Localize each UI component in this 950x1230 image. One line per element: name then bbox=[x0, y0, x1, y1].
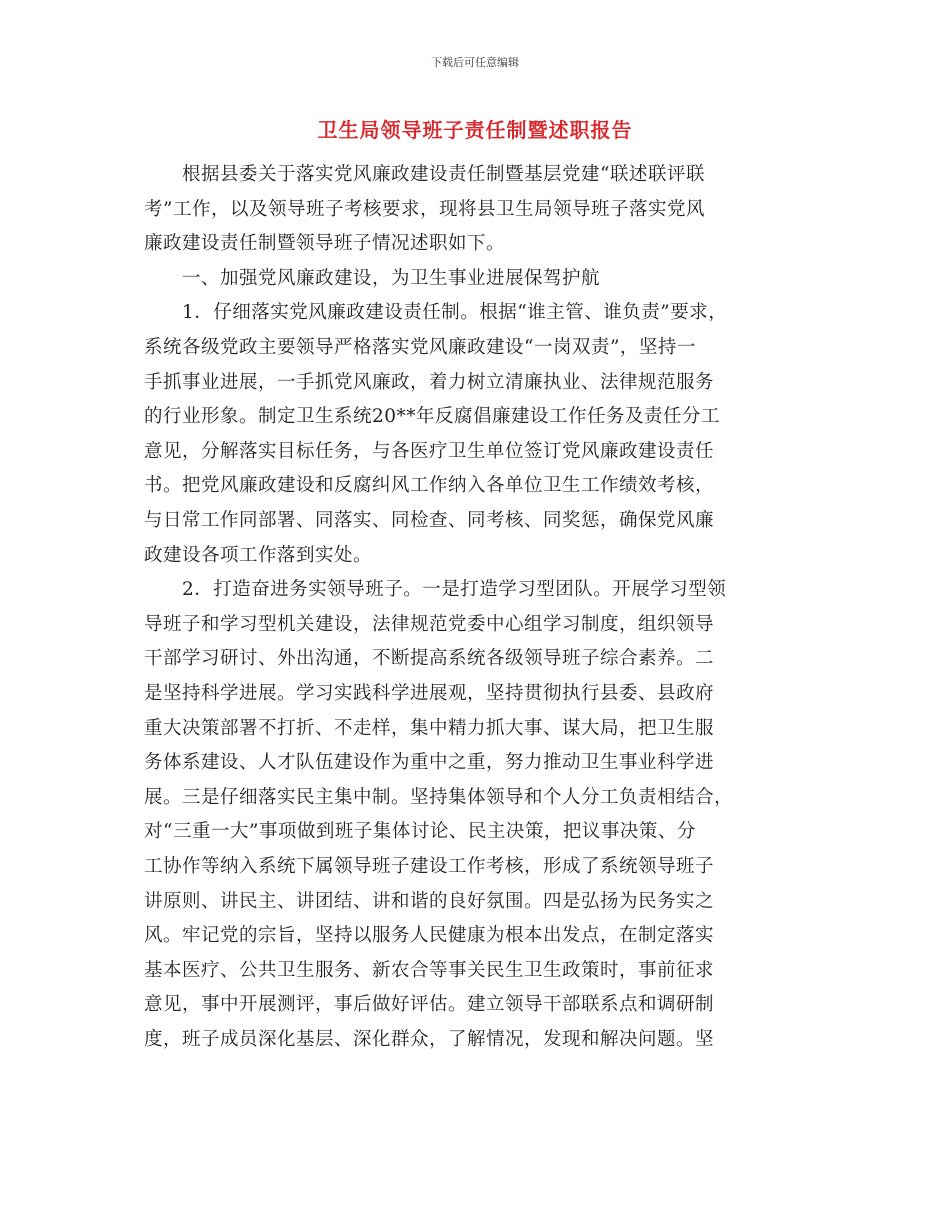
body-line: 风。牢记党的宗旨，坚持以服务人民健康为根本出发点，在制定落实 bbox=[144, 925, 715, 947]
body-line: 意见，分解落实目标任务，与各医疗卫生单位签订党风廉政建设责任 bbox=[144, 440, 715, 462]
body-line: 2．打造奋进务实领导班子。一是打造学习型团队。开展学习型领 bbox=[182, 579, 727, 601]
body-line: 一、加强党风廉政建设，为卫生事业进展保驾护航 bbox=[182, 267, 601, 289]
body-line: 考”工作，以及领导班子考核要求，现将县卫生局领导班子落实党风 bbox=[144, 198, 705, 220]
body-line: 对“三重一大”事项做到班子集体讨论、民主决策，把议事决策、分 bbox=[144, 821, 696, 843]
header-note: 下载后可任意编辑 bbox=[431, 56, 519, 69]
body-line: 干部学习研讨、外出沟通，不断提高系统各级领导班子综合素养。二 bbox=[144, 648, 715, 670]
body-line: 重大决策部署不打折、不走样，集中精力抓大事、谋大局，把卫生服 bbox=[144, 717, 715, 739]
body-line: 意见，事中开展测评，事后做好评估。建立领导干部联系点和调研制 bbox=[144, 994, 715, 1016]
body-line: 廉政建设责任制暨领导班子情况述职如下。 bbox=[144, 233, 506, 255]
body-line: 系统各级党政主要领导严格落实党风廉政建设“一岗双责”，坚持一 bbox=[144, 337, 696, 358]
body-line: 与日常工作同部署、同落实、同检查、同考核、同奖惩，确保党风廉 bbox=[144, 510, 715, 531]
body-line: 手抓事业进展，一手抓党风廉政，着力树立清廉执业、法律规范服务 bbox=[144, 371, 715, 393]
body-line: 讲原则、讲民主、讲团结、讲和谐的良好氛围。四是弘扬为民务实之 bbox=[144, 890, 715, 912]
body-line: 展。三是仔细落实民主集中制。坚持集体领导和个人分工负责相结合， bbox=[144, 786, 734, 808]
body-line: 的行业形象。制定卫生系统20**年反腐倡廉建设工作任务及责任分工 bbox=[144, 406, 721, 428]
body-line: 政建设各项工作落到实处。 bbox=[144, 544, 373, 566]
body-line: 度，班子成员深化基层、深化群众，了解情况，发现和解决问题。坚 bbox=[144, 1029, 715, 1050]
body-line: 书。把党风廉政建设和反腐纠风工作纳入各单位卫生工作绩效考核， bbox=[144, 475, 715, 497]
body-line: 基本医疗、公共卫生服务、新农合等事关民生卫生政策时，事前征求 bbox=[144, 959, 715, 981]
body-line: 导班子和学习型机关建设，法律规范党委中心组学习制度，组织领导 bbox=[144, 613, 715, 635]
body-line: 是坚持科学进展。学习实践科学进展观，坚持贯彻执行县委、县政府 bbox=[144, 683, 715, 704]
body-line: 务体系建设、人才队伍建设作为重中之重，努力推动卫生事业科学进 bbox=[144, 752, 715, 774]
body-line: 1．仔细落实党风廉政建设责任制。根据“谁主管、谁负责”要求， bbox=[182, 302, 728, 324]
body-line: 根据县委关于落实党风廉政建设责任制暨基层党建“联述联评联 bbox=[182, 164, 705, 185]
document-title: 卫生局领导班子责任制暨述职报告 bbox=[317, 118, 633, 142]
body-line: 工协作等纳入系统下属领导班子建设工作考核，形成了系统领导班子 bbox=[144, 856, 715, 877]
